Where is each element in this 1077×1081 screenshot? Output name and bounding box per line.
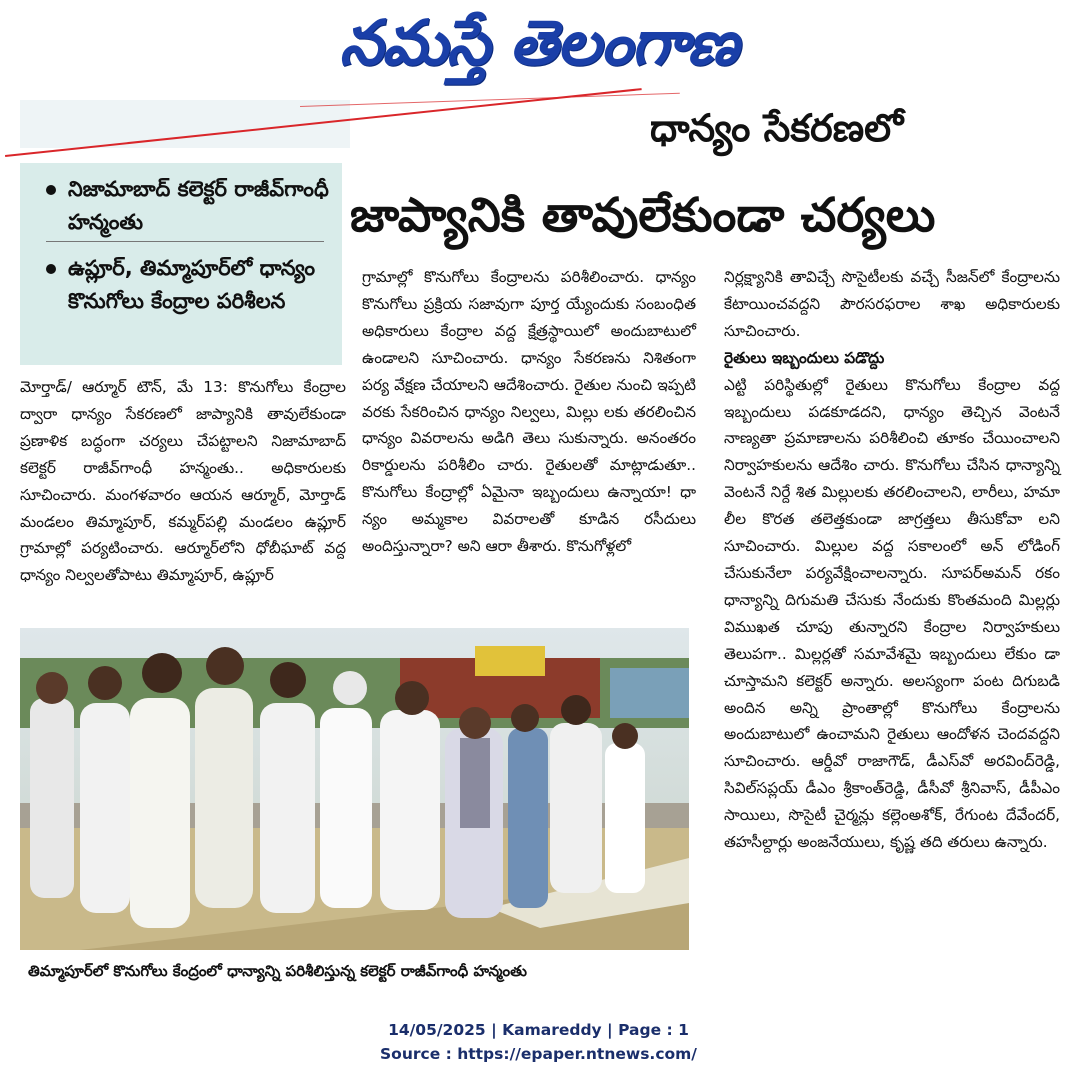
edition-info: 14/05/2025 | Kamareddy | Page : 1 xyxy=(388,1021,689,1039)
photo-caption: తిమ్మాపూర్‌లో కొనుగోలు కేంద్రంలో ధాన్యాన్ని పరిశీలిస్తున్న కలెక్టర్ రాజీవ్‌గాంధీ హన్మంతు xyxy=(28,962,527,980)
column-1-text: మోర్తాడ్/ ఆర్మూర్ టౌన్, మే 13: కొనుగోలు కేంద్రాల ద్వారా ధాన్యం సేకరణలో జాప్యానికి తావులేకుండా ప్రణాళిక బద్ధంగా చర్యలు చేపట్టాలని నిజామాబాద్ కలెక్టర్ రాజీవ్‌గాంధీ హన్మంతు.. అధికారులకు సూచించారు. మంగళవారం ఆయన ఆర్మూర్, మోర్తాడ్ మండలం తిమ్మాపూర్, కమ్మర్‌పల్లి మండలం ఉప్లూర్ గ్రామాల్లో పర్యటించారు. ఆర్మూర్‌లోని ధోబీఘాట్ వద్ద ధాన్యం నిల్వలతోపాటు తిమ్మాపూర్, ఉప్లూర్ xyxy=(20,378,346,585)
highlights-box xyxy=(20,163,342,365)
highlight-text: నిజామాబాద్ కలెక్టర్ రాజీవ్‌గాంధీ హన్మంతు xyxy=(68,177,329,234)
masthead xyxy=(0,0,1077,95)
column-2-text: గ్రామాల్లో కొనుగోలు కేంద్రాలను పరిశీలించారు. ధాన్యం కొనుగోలు ప్రక్రియ సజావుగా పూర్త య్యేందుకు సంబంధిత అధికారులు కేంద్రాల వద్ద క్షేత్రస్థాయిలో అందుబాటులో ఉండాలని సూచించారు. ధాన్యం సేకరణను నిశితంగా పర్య వేక్షణ చేయాలని ఆదేశించారు. రైతుల నుంచి ఇప్పటి వరకు సేకరించిన ధాన్యం నిల్వలు, మిల్లు లకు తరలించిన ధాన్యం వివరాలను అడిగి తెలు సుకున్నారు. అనంతరం రికార్డులను పరిశీలిం చారు. రైతులతో మాట్లాడుతూ.. కొనుగోలు కేంద్రాల్లో ఏమైనా ఇబ్బందులు ఉన్నాయా! ధా న్యం అమ్మకాల వివరాలతో కూడిన రసీదులు అందిస్తున్నారా? అని ఆరా తీశారు. కొనుగోళ్లలో xyxy=(362,268,696,556)
article-kicker: ధాన్యం సేకరణలో xyxy=(650,106,904,150)
highlight-text: ఉప్లూర్, తిమ్మాపూర్‌లో ధాన్యం కొనుగోలు కేంద్రాల పరిశీలన xyxy=(68,256,316,313)
bullet-icon xyxy=(46,264,56,274)
source-link[interactable]: Source : https://epaper.ntnews.com/ xyxy=(380,1045,697,1063)
article-column-1 xyxy=(20,374,346,589)
bullet-icon xyxy=(46,185,56,195)
article-headline: జాప్యానికి తావులేకుండా చర్యలు xyxy=(350,188,936,243)
article-column-2 xyxy=(362,264,696,560)
article-subheading: రైతులు ఇబ్బందులు పడొద్దు xyxy=(724,348,885,367)
page-footer xyxy=(0,1018,1077,1066)
highlight-item xyxy=(20,242,342,318)
article-photo xyxy=(20,628,689,950)
article-column-3 xyxy=(724,264,1060,856)
newspaper-logo: నమస్తే తెలంగాణ xyxy=(339,6,738,79)
highlight-item xyxy=(20,163,342,239)
photo-illustration xyxy=(20,628,689,950)
column-3-text-a: నిర్లక్ష్యానికి తావిచ్చే సొసైటీలకు వచ్చే సీజన్‌లో కేంద్రాలను కేటాయించవద్దని పౌరసరఫరాల శాఖ అధికారులకు సూచించారు. xyxy=(724,268,1060,340)
column-3-text-b: ఎట్టి పరిస్థితుల్లో రైతులు కొనుగోలు కేంద్రాల వద్ద ఇబ్బందులు పడకూడదని, ధాన్యం తెచ్చిన వెంటనే నాణ్యతా ప్రమాణాలను పరిశీలించి తూకం చేయించాలని నిర్వాహకులను ఆదేశిం చారు. కొనుగోలు చేసిన ధాన్యాన్ని వెంటనే నిర్దే శిత మిల్లులకు తరలించాలని, లారీలు, హమా లీల కొరత తలెత్తకుండా జాగ్రత్తలు తీసుకోవా లని సూచించారు. మిల్లుల వద్ద సకాలంలో అన్ లోడింగ్ చేసుకునేలా పర్యవేక్షించాలన్నారు. సూపర్‌అమన్ రకం ధాన్యాన్ని దిగుమతి చేసుకు నేందుకు కొంతమంది మిల్లర్లు విముఖత చూపు తున్నారని కేంద్రాల నిర్వాహకులు తెలుపగా.. మిల్లర్లతో సమావేశమై ఇబ్బందులు లేకుం డా చూస్తామని కలెక్టర్ అన్నారు. అలస్యంగా పంట దిగుబడి అందిన అన్ని ప్రాంతాల్లో కొనుగోలు కేంద్రాలను అందుబాటులో ఉంచామని రైతులు ఆందోళన చెందవద్దని సూచించారు. ఆర్డీవో రాజాగౌడ్, డీఎస్‌వో అరవింద్‌రెడ్డి, సివిల్‌సప్లయ్ డీఎం శ్రీకాంత్‌రెడ్డి, డీసీవో శ్రీనివాస్, డీపీఎం సాయిలు, సొసైటీ చైర్మన్లు కల్లెంఅశోక్, రేగుంట దేవేందర్, తహసీల్దార్లు అంజనేయులు, కృష్ణ తది తరులు ఉన్నారు. xyxy=(724,375,1060,852)
